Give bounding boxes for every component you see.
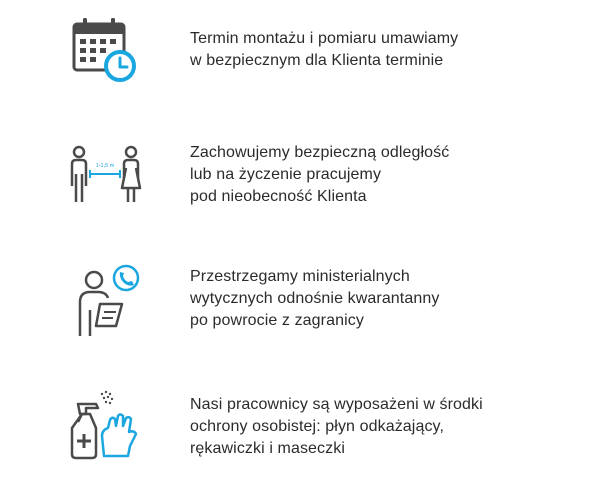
distance-label: 1-1,5 m [95, 163, 115, 169]
text-line: rękawiczki i maseczki [190, 440, 346, 457]
info-text-quarantine [190, 266, 570, 332]
text-line: wytycznych odnośnie kwarantanny [190, 290, 440, 307]
text-line: w bezpiecznym dla Klienta terminie [190, 52, 444, 69]
text-line: lub na życzenie pracujemy [190, 166, 382, 183]
info-text-scheduling [190, 28, 570, 72]
text-line: Termin montażu i pomiaru umawiamy [190, 30, 459, 47]
info-text-distance [190, 142, 570, 208]
disinfectant-gloves-icon [68, 386, 144, 462]
calendar-clock-icon [68, 12, 144, 88]
text-line: Nasi pracownicy są wyposażeni w środki [190, 396, 483, 413]
social-distance-icon [68, 134, 144, 210]
text-line: po powrocie z zagranicy [190, 312, 364, 329]
info-text-protection [190, 394, 570, 460]
text-line: pod nieobecność Klienta [190, 188, 367, 205]
person-phone-clipboard-icon [68, 262, 144, 338]
text-line: Przestrzegamy ministerialnych [190, 268, 410, 285]
text-line: Zachowujemy bezpieczną odległość [190, 144, 450, 161]
text-line: ochrony osobistej: płyn odkażający, [190, 418, 445, 435]
